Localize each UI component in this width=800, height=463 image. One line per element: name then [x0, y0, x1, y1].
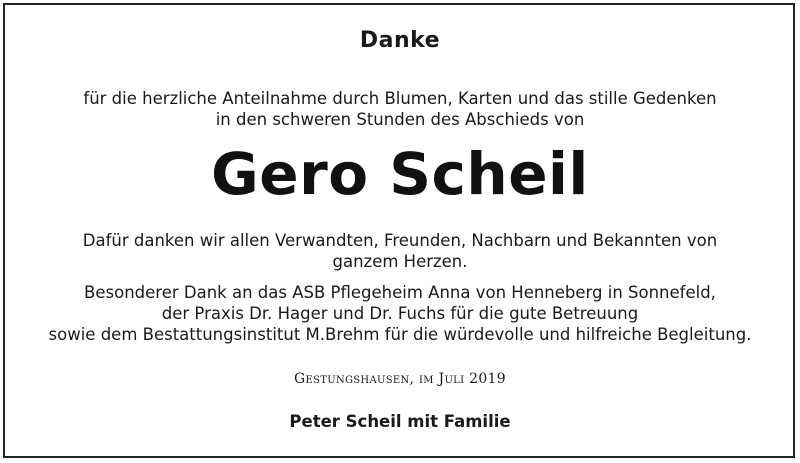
special-thanks-line: der Praxis Dr. Hager und Dr. Fuchs für die gute Betreuung [161, 304, 639, 323]
thanks-line: Dafür danken wir allen Verwandten, Freunden, Nachbarn und Bekannten von [82, 231, 718, 250]
intro-line: in den schweren Stunden des Abschieds von [215, 110, 585, 129]
special-thanks-line: Besonderer Dank an das ASB Pflegeheim Anna von Henneberg in Sonnefeld, [84, 283, 716, 302]
thanks-line: ganzem Herzen. [332, 252, 468, 271]
intro-line: für die herzliche Anteilnahme durch Blumen, Karten und das stille Gedenken [83, 89, 717, 108]
special-thanks-line: sowie dem Bestattungsinstitut M.Brehm für die würdevolle und hilfreiche Begleitung. [48, 325, 752, 344]
deceased-name: Gero Scheil [211, 140, 589, 208]
signature: Peter Scheil mit Familie [289, 412, 511, 431]
notice-heading: Danke [359, 28, 441, 53]
intro-text [0, 88, 800, 130]
thanks-text [0, 230, 800, 272]
place-date: Gestungshausen, im Juli 2019 [294, 371, 506, 387]
special-thanks-text [0, 282, 800, 345]
